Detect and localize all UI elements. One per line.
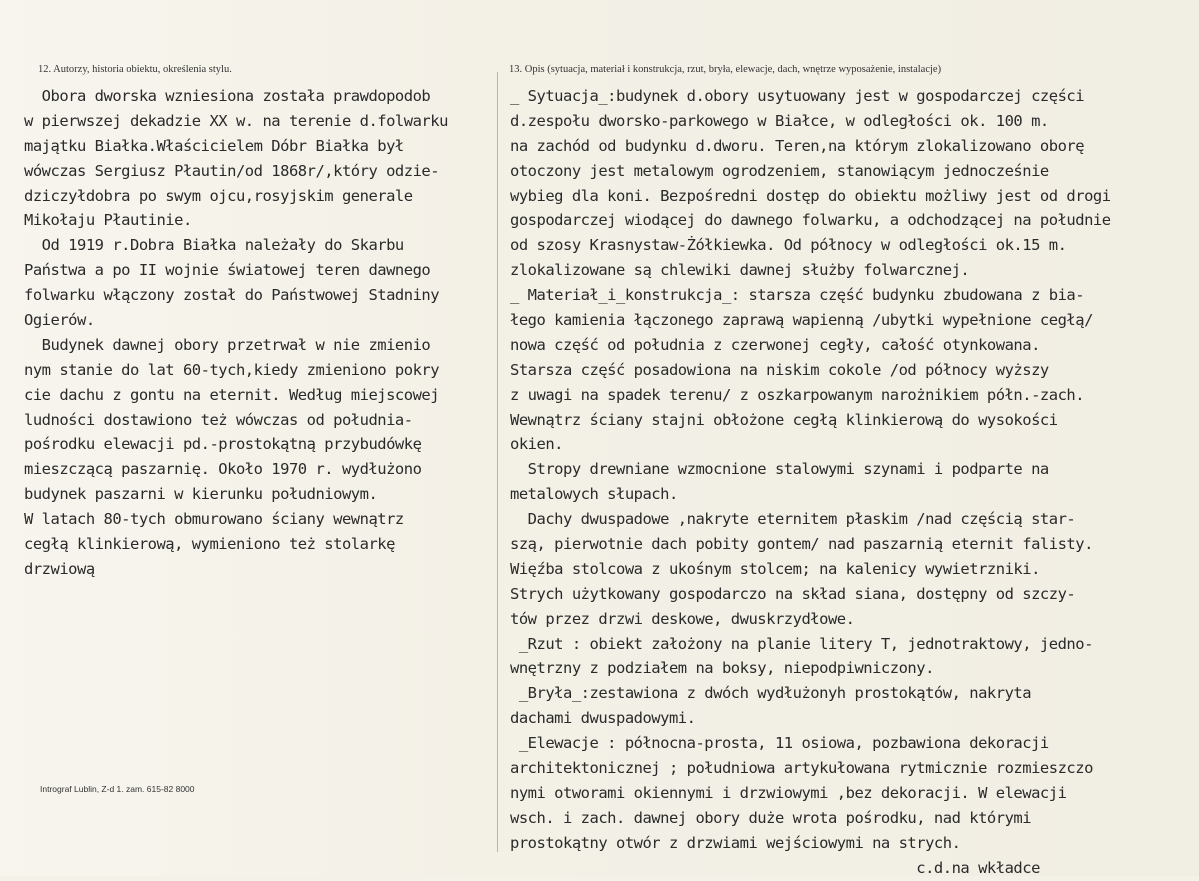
text-line: gospodarczej wiodącej do dawnego folwarku, a odchodzącej na południe (510, 211, 1111, 230)
section-13-header: 13. Opis (sytuacja, materiał i konstrukcja, rzut, bryła, elewacje, dach, wnętrze wyposażenie, instalacje) (509, 64, 942, 75)
text-line: _Elewacje : północna-prosta, 11 osiowa, pozbawiona dekoracji (510, 734, 1049, 753)
text-line: drzwiową (24, 559, 95, 578)
text-line: _Bryła_:zestawiona z dwóch wydłużonyh prostokątów, nakryta (510, 684, 1032, 703)
text-line: c.d.na wkładce (510, 858, 1040, 877)
text-line: Państwa a po II wojnie światowej teren dawnego (24, 261, 431, 280)
text-line: pośrodku elewacji pd.-prostokątną przybudówkę (24, 435, 422, 454)
text-line: Budynek dawnej obory przetrwał w nie zmienio (24, 335, 431, 354)
text-line: zlokalizowane są chlewiki dawnej służby folwarcznej. (510, 261, 970, 280)
text-line: folwarku włączony został do Państwowej Stadniny (24, 286, 440, 305)
text-line: _ Sytuacja_:budynek d.obory usytuowany jest w gospodarczej części (510, 87, 1085, 105)
text-line: Więźba stolcowa z ukośnym stolcem; na kalenicy wywietrzniki. (510, 559, 1040, 578)
text-line: budynek paszarni w kierunku południowym. (24, 485, 378, 504)
history-text-column (24, 84, 494, 582)
text-line: cegłą klinkierową, wymieniono też stolarkę (24, 535, 395, 554)
text-line: ludności dostawiono też wówczas od południa- (24, 410, 413, 429)
text-line: wsch. i zach. dawnej obory duże wrota pośrodku, nad którymi (510, 808, 1032, 827)
text-line: metalowych słupach. (510, 485, 678, 504)
text-line: otoczony jest metalowym ogrodzeniem, stanowiącym jednocześnie (510, 161, 1049, 180)
text-line: nymi otworami okiennymi i drzwiowymi ,bez dekoracji. W elewacji (510, 783, 1067, 802)
text-line: na zachód od budynku d.dworu. Teren,na którym zlokalizowano oborę (510, 136, 1085, 155)
text-line: majątku Białka.Właścicielem Dóbr Białka był (24, 136, 404, 155)
text-line: okien. (510, 435, 563, 454)
text-line: Stropy drewniane wzmocnione stalowymi szynami i podparte na (510, 460, 1049, 479)
text-line: _ Materiał_i_konstrukcja_: starsza część budynku zbudowana z bia- (510, 286, 1085, 305)
section-12-header: 12. Autorzy, historia obiektu, określenia stylu. (38, 64, 232, 75)
text-line: Dachy dwuspadowe ,nakryte eternitem płaskim /nad częścią star- (510, 510, 1076, 529)
description-text-column (510, 84, 1199, 881)
text-line: szą, pierwotnie dach pobity gontem/ nad paszarnią eternit falisty. (510, 535, 1093, 554)
text-line: w pierwszej dekadzie XX w. na terenie d.folwarku (24, 111, 448, 130)
text-line: Wewnątrz ściany stajni obłożone cegłą klinkierową do wysokości (510, 410, 1058, 429)
text-line: Starsza część posadowiona na niskim cokole /od północy wyższy (510, 360, 1049, 379)
text-line: nowa część od południa z czerwonej cegły, całość otynkowana. (510, 335, 1040, 354)
text-line: dachami dwuspadowymi. (510, 709, 696, 728)
column-divider (497, 72, 498, 852)
text-line: W latach 80-tych obmurowano ściany wewnątrz (24, 510, 404, 529)
text-line: łego kamienia łączonego zaprawą wapienną /ubytki wypełnione cegłą/ (510, 311, 1093, 330)
text-line: wnętrzny z podziałem na boksy, niepodpiwniczony. (510, 659, 934, 678)
text-line: Mikołaju Płautinie. (24, 211, 192, 230)
text-line: prostokątny otwór z drzwiami wejściowymi na strych. (510, 833, 961, 852)
text-line: architektonicznej ; południowa artykułowana rytmicznie rozmieszczo (510, 759, 1093, 778)
text-line: Ogierów. (24, 311, 95, 330)
text-line: z uwagi na spadek terenu/ z oszkarpowanym narożnikiem półn.-zach. (510, 385, 1085, 404)
text-line: wybieg dla koni. Bezpośredni dostęp do obiektu możliwy jest od drogi (510, 186, 1111, 205)
text-line: Obora dworska wzniesiona została prawdopodob (24, 87, 431, 105)
text-line: Od 1919 r.Dobra Białka należały do Skarbu (24, 236, 404, 255)
text-line: mieszczącą paszarnię. Około 1970 r. wydłużono (24, 460, 422, 479)
text-line: cie dachu z gontu na eternit. Według miejscowej (24, 385, 440, 404)
text-line: od szosy Krasnystaw-Żółkiewka. Od północy w odległości ok.15 m. (510, 236, 1067, 255)
printer-imprint: Intrograf Lublin, Z-d 1. zam. 615-82 8000 (40, 784, 195, 794)
text-line: Strych użytkowany gospodarczo na skład siana, dostępny od szczy- (510, 584, 1076, 603)
text-line: tów przez drzwi deskowe, dwuskrzydłowe. (510, 609, 855, 628)
text-line: dziczyłdobra po swym ojcu,rosyjskim generale (24, 186, 413, 205)
text-line: nym stanie do lat 60-tych,kiedy zmieniono pokry (24, 360, 440, 379)
text-line: wówczas Sergiusz Płautin/od 1868r/,który odzie- (24, 161, 440, 180)
text-line: d.zespołu dworsko-parkowego w Białce, w odległości ok. 100 m. (510, 111, 1049, 130)
text-line: _Rzut : obiekt założony na planie litery T, jednotraktowy, jedno- (510, 634, 1093, 653)
